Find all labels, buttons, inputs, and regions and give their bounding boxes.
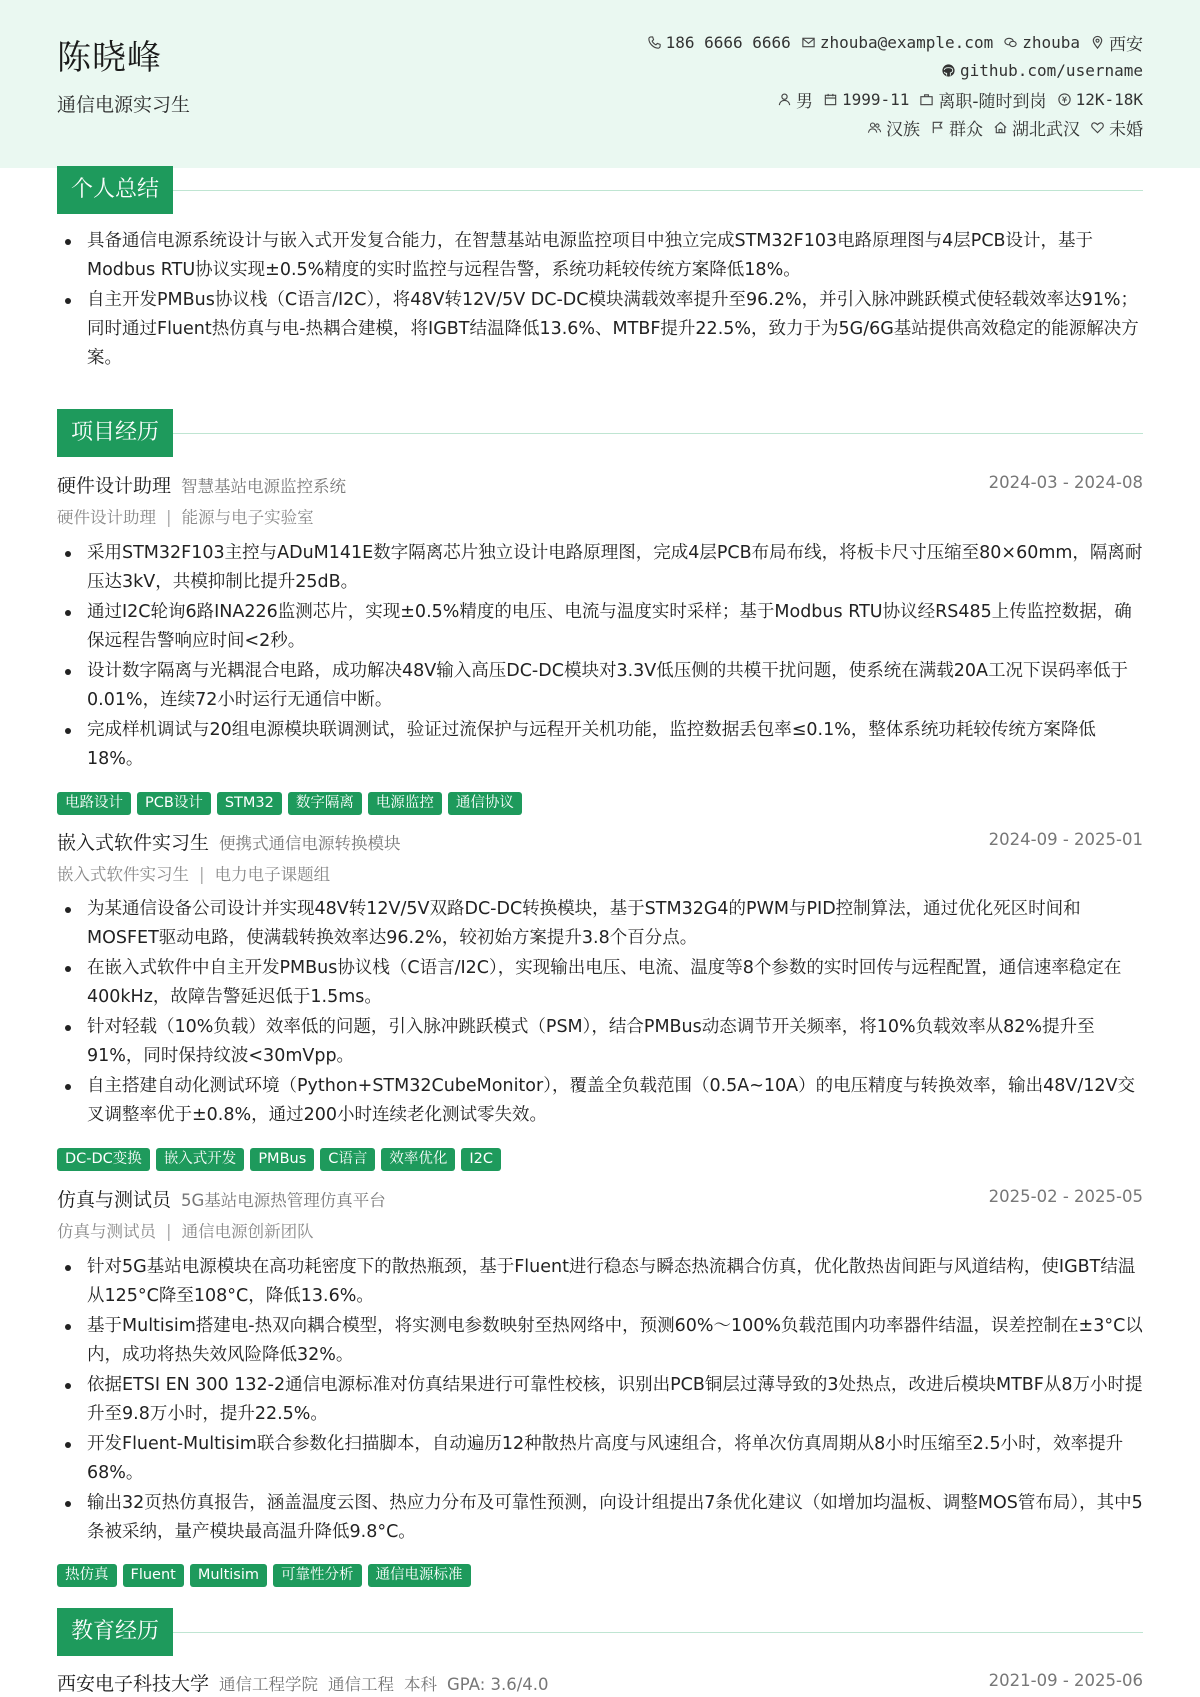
project-date: 2025-02 - 2025-05 bbox=[988, 1187, 1143, 1206]
location-icon bbox=[1090, 35, 1105, 50]
section-divider bbox=[173, 1632, 1143, 1633]
project-bullet: 依据ETSI EN 300 132-2通信电源标准对仿真结果进行可靠性校核，识别出PCB铜层过薄导致的3处热点，改进后模块MTBF从8万小时提升至9.8万小时，提升22.5%。 bbox=[57, 1371, 1143, 1429]
project-tags bbox=[57, 1148, 501, 1171]
project-bullet: 基于Multisim搭建电-热双向耦合模型，将实测电参数映射至热网络中，预测60%～100%负载范围内功率器件结温，误差控制在±3°C以内，成功将热失效风险降低32%。 bbox=[57, 1312, 1143, 1370]
people-icon bbox=[867, 120, 882, 135]
section-summary-heading bbox=[57, 166, 1143, 214]
skill-tag: 嵌入式开发 bbox=[156, 1148, 245, 1171]
project-bullet: 采用STM32F103主控与ADuM141E数字隔离芯片独立设计电路原理图，完成4层PCB布局布线，将板卡尺寸压缩至80×60mm，隔离耐压达3kV，共模抑制比提升25dB。 bbox=[57, 539, 1143, 597]
calendar-icon bbox=[823, 92, 838, 107]
education-date: 2021-09 - 2025-06 bbox=[988, 1671, 1143, 1690]
project-bullet: 针对轻载（10%负载）效率低的问题，引入脉冲跳跃模式（PSM），结合PMBus动态调节开关频率，将10%负载效率从82%提升至91%，同时保持纹波<30mVpp。 bbox=[57, 1013, 1143, 1071]
skill-tag: 热仿真 bbox=[57, 1564, 117, 1587]
section-divider bbox=[173, 433, 1143, 434]
project-header bbox=[57, 828, 1143, 856]
phone-icon bbox=[647, 35, 662, 50]
project-date: 2024-03 - 2024-08 bbox=[988, 473, 1143, 492]
marital-text: 未婚 bbox=[1109, 120, 1143, 141]
politics-item bbox=[930, 115, 983, 140]
skill-tag: 效率优化 bbox=[381, 1148, 455, 1171]
email-text: zhouba@example.com bbox=[819, 32, 994, 52]
skill-tag: Fluent bbox=[123, 1564, 184, 1587]
summary-list bbox=[57, 227, 1143, 374]
skill-tag: 数字隔离 bbox=[288, 792, 362, 815]
project-bullets bbox=[57, 539, 1143, 775]
project-bullet: 开发Fluent-Multisim联合参数化扫描脚本，自动遍历12种散热片高度与风速组合，将单次仿真周期从8小时压缩至2.5小时，效率提升68%。 bbox=[57, 1430, 1143, 1488]
project-subtitle bbox=[57, 1218, 314, 1242]
project-bullet: 输出32页热仿真报告，涵盖温度云图、热应力分布及可靠性预测，向设计组提出7条优化建议（如增加均温板、调整MOS管布局），其中5条被采纳，量产模块最高温升降低9.8°C。 bbox=[57, 1489, 1143, 1547]
project-position: 嵌入式软件实习生 bbox=[57, 865, 189, 884]
github-text: github.com/username bbox=[959, 61, 1143, 81]
home-icon bbox=[993, 120, 1008, 135]
project-bullet: 设计数字隔离与光耦混合电路，成功解决48V输入高压DC-DC模块对3.3V低压侧的共模干扰问题，使系统在满载20A工况下误码率低于0.01%，连续72小时运行无通信中断。 bbox=[57, 657, 1143, 715]
separator: | bbox=[166, 1222, 172, 1241]
degree-name: 本科 bbox=[404, 1675, 438, 1694]
mail-icon bbox=[801, 35, 816, 50]
project-org: 通信电源创新团队 bbox=[181, 1222, 314, 1241]
gender-item bbox=[777, 87, 813, 112]
education-entry bbox=[57, 1669, 1143, 1695]
project-name: 便携式通信电源转换模块 bbox=[219, 834, 401, 853]
phone-item bbox=[647, 33, 791, 52]
skill-tag: DC-DC变换 bbox=[57, 1148, 150, 1171]
project-bullet: 完成样机调试与20组电源模块联调测试，验证过流保护与远程开关机功能，监控数据丢包率≤0.1%，整体系统功耗较传统方案降低18%。 bbox=[57, 716, 1143, 774]
github-item[interactable] bbox=[941, 61, 1143, 80]
politics-text: 群众 bbox=[949, 120, 983, 141]
wechat-item bbox=[1003, 33, 1080, 52]
project-role: 嵌入式软件实习生 bbox=[57, 832, 210, 854]
summary-item: 具备通信电源系统设计与嵌入式开发复合能力，在智慧基站电源监控项目中独立完成STM32F103电路原理图与4层PCB设计，基于Modbus RTU协议实现±0.5%精度的实时监控与远程告警，系统功耗较传统方案降低18%。 bbox=[57, 227, 1143, 285]
status-item bbox=[919, 87, 1046, 112]
email-item[interactable] bbox=[801, 33, 993, 52]
skill-tag: C语言 bbox=[320, 1148, 375, 1171]
heart-icon bbox=[1090, 120, 1105, 135]
project-bullets bbox=[57, 895, 1143, 1131]
user-icon bbox=[777, 92, 792, 107]
major-name: 通信工程 bbox=[328, 1675, 395, 1694]
contact-row bbox=[637, 85, 1143, 114]
contact-row bbox=[637, 114, 1143, 143]
hometown-text: 湖北武汉 bbox=[1012, 120, 1080, 141]
flag-icon bbox=[930, 120, 945, 135]
skill-tag: 通信电源标准 bbox=[368, 1564, 471, 1587]
project-header bbox=[57, 1185, 1143, 1213]
summary-item: 自主开发PMBus协议栈（C语言/I2C），将48V转12V/5V DC-DC模块满载效率提升至96.2%，并引入脉冲跳跃模式使轻载效率达91%；同时通过Fluent热仿真与电-热耦合建模，将IGBT结温降低13.6%、MTBF提升22.5%，致力于为5G/6G基站提供高效稳定的能源解决方案。 bbox=[57, 286, 1143, 373]
github-icon bbox=[941, 63, 956, 78]
project-name: 5G基站电源热管理仿真平台 bbox=[181, 1191, 386, 1210]
contact-row bbox=[637, 57, 1143, 86]
contact-block bbox=[637, 28, 1143, 142]
skill-tag: PCB设计 bbox=[137, 792, 211, 815]
project-role: 仿真与测试员 bbox=[57, 1189, 172, 1211]
ethnicity-item bbox=[867, 115, 920, 140]
project-bullet: 针对5G基站电源模块在高功耗密度下的散热瓶颈，基于Fluent进行稳态与瞬态热流耦合仿真，优化散热齿间距与风道结构，使IGBT结温从125°C降至108°C，降低13.6%。 bbox=[57, 1253, 1143, 1311]
project-bullet: 自主搭建自动化测试环境（Python+STM32CubeMonitor），覆盖全负载范围（0.5A~10A）的电压精度与转换效率，输出48V/12V交叉调整率优于±0.8%，通过200小时连续老化测试零失效。 bbox=[57, 1072, 1143, 1130]
ethnicity-text: 汉族 bbox=[886, 120, 920, 141]
section-divider bbox=[173, 190, 1143, 191]
separator: | bbox=[199, 865, 205, 884]
project-subtitle bbox=[57, 861, 330, 885]
salary-item bbox=[1057, 90, 1143, 109]
phone-text: 186 6666 6666 bbox=[665, 32, 791, 52]
status-text: 离职-随时到岗 bbox=[938, 91, 1047, 112]
wechat-icon bbox=[1003, 35, 1018, 50]
project-position: 硬件设计助理 bbox=[57, 508, 156, 527]
section-title: 个人总结 bbox=[57, 166, 173, 214]
project-bullet: 为某通信设备公司设计并实现48V转12V/5V双路DC-DC转换模块，基于STM32G4的PWM与PID控制算法，通过优化死区时间和MOSFET驱动电路，使满载转换效率达96.2%，较初始方案提升3.8个百分点。 bbox=[57, 895, 1143, 953]
project-name: 智慧基站电源监控系统 bbox=[181, 477, 347, 496]
gender-text: 男 bbox=[795, 91, 813, 112]
project-org: 能源与电子实验室 bbox=[181, 508, 314, 527]
skill-tag: 电路设计 bbox=[57, 792, 131, 815]
project-role: 硬件设计助理 bbox=[57, 475, 172, 497]
project-tags bbox=[57, 1564, 471, 1587]
resume-header bbox=[0, 0, 1200, 168]
section-education-heading bbox=[57, 1608, 1143, 1656]
salary-text: 12K-18K bbox=[1075, 89, 1143, 109]
section-projects-heading bbox=[57, 409, 1143, 457]
project-date: 2024-09 - 2025-01 bbox=[988, 830, 1143, 849]
project-org: 电力电子课题组 bbox=[214, 865, 331, 884]
briefcase-icon bbox=[919, 92, 934, 107]
project-tags bbox=[57, 792, 522, 815]
school-name: 西安电子科技大学 bbox=[57, 1673, 210, 1695]
skill-tag: PMBus bbox=[250, 1148, 314, 1171]
college-name: 通信工程学院 bbox=[219, 1675, 319, 1694]
city-text: 西安 bbox=[1109, 34, 1143, 55]
contact-row bbox=[637, 28, 1143, 57]
hometown-item bbox=[993, 115, 1080, 140]
skill-tag: Multisim bbox=[190, 1564, 267, 1587]
section-title: 教育经历 bbox=[57, 1608, 173, 1656]
project-position: 仿真与测试员 bbox=[57, 1222, 156, 1241]
project-header bbox=[57, 471, 1143, 499]
candidate-title: 通信电源实习生 bbox=[57, 94, 191, 116]
section-title: 项目经历 bbox=[57, 409, 173, 457]
skill-tag: 电源监控 bbox=[368, 792, 442, 815]
money-icon bbox=[1057, 92, 1072, 107]
project-bullet: 通过I2C轮询6路INA226监测芯片，实现±0.5%精度的电压、电流与温度实时采样；基于Modbus RTU协议经RS485上传监控数据，确保远程告警响应时间<2秒。 bbox=[57, 598, 1143, 656]
skill-tag: 通信协议 bbox=[448, 792, 522, 815]
birth-text: 1999-11 bbox=[841, 89, 910, 109]
skill-tag: 可靠性分析 bbox=[273, 1564, 362, 1587]
skill-tag: STM32 bbox=[217, 792, 282, 815]
skill-tag: I2C bbox=[461, 1148, 501, 1171]
project-bullets bbox=[57, 1253, 1143, 1548]
city-item bbox=[1090, 30, 1143, 55]
marital-item bbox=[1090, 115, 1143, 140]
birth-item bbox=[823, 90, 909, 109]
project-bullet: 在嵌入式软件中自主开发PMBus协议栈（C语言/I2C），实现输出电压、电流、温度等8个参数的实时回传与远程配置，通信速率稳定在400kHz，故障告警延迟低于1.5ms。 bbox=[57, 954, 1143, 1012]
candidate-name: 陈晓峰 bbox=[57, 38, 162, 78]
gpa-value: GPA: 3.6/4.0 bbox=[447, 1675, 549, 1694]
wechat-text: zhouba bbox=[1022, 32, 1080, 52]
project-subtitle bbox=[57, 504, 314, 528]
separator: | bbox=[166, 508, 172, 527]
